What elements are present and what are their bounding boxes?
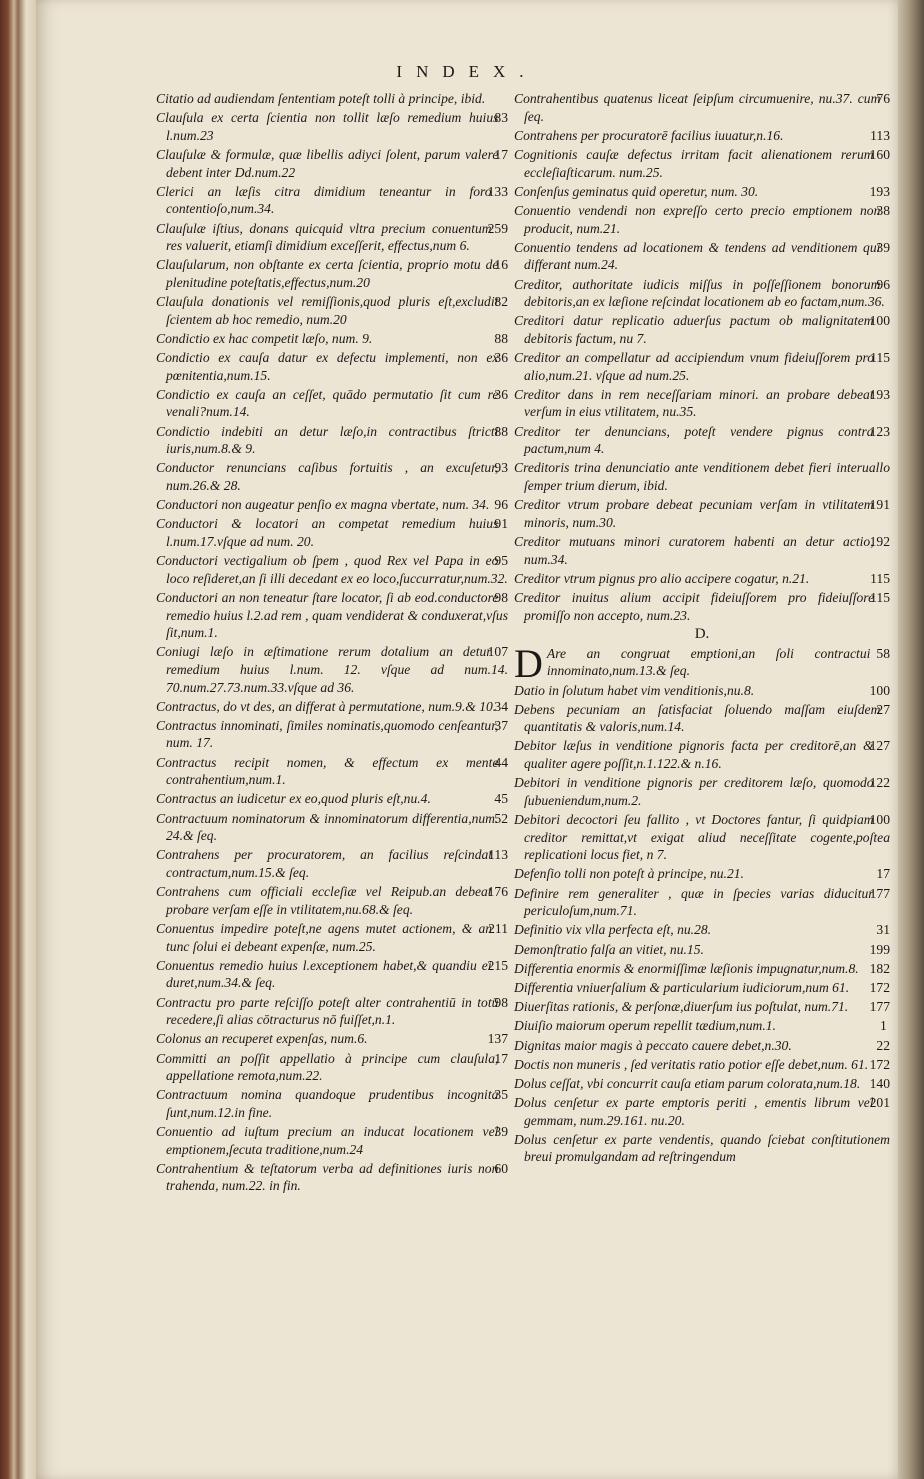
entry-page: 1	[880, 1018, 887, 1034]
index-entry	[156, 717, 508, 752]
entry-page: 115	[870, 350, 890, 366]
entry-text: Committi an poſſit appellatio à principe cum clauſula, appellatione remota,num.22.	[156, 1050, 499, 1084]
index-entry-dropcap	[514, 640, 890, 686]
entry-page: 88	[494, 330, 508, 346]
entry-text: Conuentio vendendi non expreſſo certo precio emptionem non producit, num.21.	[514, 202, 881, 236]
letter-heading-d: D.	[694, 625, 710, 642]
entry-text: Conuentio tendens ad locationem & tendens ad venditionem qui differant num.24.	[514, 239, 881, 273]
entry-text: Condictio indebiti an detur læſo,in contractibus ſtricti iuris,num.8.& 9.	[156, 423, 499, 457]
entry-text: Contractuum nominatorum & innominatorum differentia,num. 24.& ſeq.	[156, 810, 499, 844]
index-entry	[514, 202, 890, 237]
index-entry	[514, 1131, 890, 1166]
entry-text: Clauſula donationis vel remiſſionis,quod pluris eſt,excludit ſcientem ab hoc remedio, num.20	[156, 294, 499, 327]
index-entry	[156, 754, 508, 789]
entry-text: Clauſulæ & formulæ, quæ libellis adiyci ſolent, parum valere debent inter Dd.num.22	[156, 146, 499, 180]
book-binding	[0, 0, 36, 1479]
entry-page: 113	[870, 127, 890, 143]
entry-text: Conductori vectigalium ob ſpem , quod Rex vel Papa in eo loco reſideret,an ſi illi decedant ex eo loco,ſuccurratur,num.32.	[156, 553, 508, 586]
index-entry	[156, 496, 508, 514]
index-entry	[514, 423, 890, 458]
entry-page: 35	[494, 1087, 508, 1103]
entry-text: Coniugi læſo in æſtimatione rerum dotalium an detur remedium huius l.num. 12. vſque ad num.14. 70.num.27.73.num.33.vſque ad 36.	[156, 644, 508, 695]
entry-page: 36	[494, 386, 508, 402]
entry-page: 31	[876, 922, 890, 938]
entry-page: 17	[494, 1050, 508, 1066]
index-entry	[156, 256, 508, 291]
entry-page: 215	[487, 957, 508, 973]
entry-text: Condictio ex cauſa an ceſſet, quādo permutatio ſit cum re venali?num.14.	[156, 386, 499, 420]
entry-text: Creditori datur replicatio aduerſus pactum ob malignitatem debitoris factum, nu 7.	[514, 313, 874, 346]
entry-text: Creditor vtrum pignus pro alio accipere cogatur, n.21.	[514, 570, 810, 586]
index-entry	[514, 146, 890, 181]
index-entry	[514, 349, 890, 384]
entry-page: 34	[494, 698, 508, 714]
c-entries-continued	[514, 90, 890, 624]
entry-page: 39	[876, 239, 890, 255]
entry-text: Conuentus impedire poteſt,ne agens mutet actionem, & an tunc ſolui ei debeant expenſæ, num.25.	[156, 920, 493, 954]
entry-text: Clerici an læſis citra dimidium teneantur in foro contentioſo,num.34.	[156, 183, 492, 217]
index-entry	[156, 790, 508, 808]
entry-text: Datio in ſolutum habet vim venditionis,nu.8.	[514, 682, 755, 698]
index-entry	[156, 552, 508, 587]
entry-text: Creditor mutuans minori curatorem habenti an detur actio, num.34.	[514, 533, 874, 567]
entry-text: Citatio ad audiendam ſententiam poteſt tolli à principe, ibid.	[156, 91, 486, 106]
entry-text: Debitori in venditione pignoris per creditorem læſo, quomodo ſubueniendum,num.2.	[514, 775, 874, 808]
index-entry	[514, 533, 890, 568]
entry-page: 137	[487, 1031, 508, 1047]
index-entry	[514, 774, 890, 809]
entry-text: Creditor vtrum probare debeat pecuniam verſam in vtilitatem minoris, num.30.	[514, 497, 874, 530]
entry-text: Dignitas maior magis à peccato cauere debet,n.30.	[514, 1037, 792, 1053]
entry-page: 182	[869, 960, 890, 976]
entry-text: Contrahens per procuratorem, an facilius reſcindat contractum,num.15.& ſeq.	[156, 847, 493, 880]
index-entry	[156, 1123, 508, 1158]
entry-text: Debens pecuniam an ſatisfaciat ſoluendo maſſam eiuſdem quantitatis & valoris,num.14.	[514, 701, 881, 735]
index-entry	[514, 960, 890, 978]
index-entry	[156, 1050, 508, 1085]
entry-page: 191	[869, 497, 890, 513]
entry-page: 17	[494, 146, 508, 162]
entry-text: Conductori non augeatur penſio ex magna vbertate, num. 34.	[156, 497, 490, 513]
entry-text: Contrahens per procuratorē facilius iuuatur,n.16.	[514, 127, 784, 143]
entry-page: 176	[487, 884, 508, 900]
entry-text: Definire rem generaliter , quæ in ſpecies varias diducitur periculoſum,num.71.	[514, 885, 874, 919]
entry-page: 100	[869, 313, 890, 329]
index-column-right	[514, 90, 890, 1168]
entry-text: Clauſularum, non obſtante ex certa ſcientia, proprio motu de plenitudine poteſtatis,effectus,num.20	[156, 257, 499, 290]
entry-page: 22	[876, 1037, 890, 1053]
index-entry	[156, 994, 508, 1029]
index-entry	[514, 865, 890, 883]
entry-page: 100	[869, 812, 890, 828]
entry-text: Diuiſio maiorum operum repellit tædium,num.1.	[514, 1018, 776, 1034]
entry-page: 91	[494, 516, 508, 532]
entry-text: Contractu pro parte reſciſſo poteſt alter contrahentiū in totū recedere,ſi alias cōtracturus nō fuiſſet,n.1.	[156, 994, 499, 1028]
index-entry	[514, 589, 890, 624]
entry-text: Conductor renuncians caſibus fortuitis , an excuſetur, num.26.& 28.	[156, 460, 499, 493]
entry-text: Condictio ex hac competit læſo, num. 9.	[156, 330, 373, 346]
index-entry	[514, 90, 890, 125]
index-entry	[156, 589, 508, 642]
entry-text: Diuerſitas rationis, & perſonæ,diuerſum ius poſtulat, num.71.	[514, 999, 849, 1015]
entry-text: Dolus cenſetur ex parte emptoris periti , ementis librum vel gemmam, num.29.161. nu.20.	[514, 1095, 874, 1128]
index-entry	[156, 459, 508, 494]
index-entry	[156, 90, 508, 108]
index-entry	[156, 330, 508, 348]
entry-text: Contrahentium & teſtatorum verba ad definitiones iuris non trahenda, num.22. in fin.	[156, 1160, 499, 1194]
entry-page: 133	[487, 183, 508, 199]
entry-text: Contrahentibus quatenus liceat ſeipſum circumuenire, nu.37. cum ſeq.	[514, 91, 881, 124]
entry-page: 82	[494, 294, 508, 310]
entry-page: 95	[494, 553, 508, 569]
book-page	[36, 0, 898, 1479]
index-entry	[514, 276, 890, 311]
entry-text: Conductori an non teneatur ſtare locator, ſi ab eod.conductore remedio huius l.2.ad rem , quam vendiderat & conduxerat,vſus ſit,num.1.	[156, 589, 508, 641]
entry-text: Differentia enormis & enormiſſimæ læſionis impugnatur,num.8.	[514, 960, 859, 976]
entry-page: 127	[869, 738, 890, 754]
entry-page: 16	[494, 257, 508, 273]
entry-page: 193	[869, 183, 890, 199]
index-entry	[514, 127, 890, 145]
entry-page: 123	[869, 423, 890, 439]
entry-page: 27	[876, 701, 890, 717]
entry-page: 192	[869, 533, 890, 549]
entry-text: Demonſtratio falſa an vitiet, nu.15.	[514, 941, 704, 957]
entry-text: Creditoris trina denunciatio ante venditionem debet fieri interuallo ſemper trium dierum, ibid.	[514, 460, 890, 493]
entry-text: Doctis non muneris , ſed veritatis ratio potior eſſe debet,num. 61.	[514, 1056, 869, 1072]
drop-cap-letter: D	[514, 640, 543, 686]
entry-page: 98	[494, 994, 508, 1010]
entry-page: 211	[488, 920, 508, 936]
index-entry	[156, 957, 508, 992]
entry-text: Creditor dans in rem neceſſariam minori. an probare debeat verſum in eius vtilitatem, nu.35.	[514, 386, 874, 420]
entry-text: Clauſulæ iſtius, donans quicquid vltra precium conuentum res valuerit, etiamſi dimidium exceſſerit, effectus,num 6.	[156, 220, 492, 254]
entry-page: 76	[876, 91, 890, 106]
index-entry	[156, 183, 508, 218]
index-entry	[156, 293, 508, 328]
index-entry	[156, 1030, 508, 1048]
index-entry	[514, 1037, 890, 1055]
index-entry	[514, 183, 890, 201]
index-entry	[514, 737, 890, 772]
index-column-left	[156, 90, 508, 1197]
index-entry	[514, 1056, 890, 1074]
index-entry	[156, 423, 508, 458]
entry-text: Defenſio tolli non poteſt à principe, nu.21.	[514, 866, 744, 882]
entry-text: Cognitionis cauſæ defectus irritam facit alienationem rerum eccleſiaſticarum. num.25.	[514, 146, 874, 180]
entry-text: Creditor inuitus alium accipit fideiuſſorem pro fideiuſſore promiſſo non accepto, num.23.	[514, 589, 875, 623]
entry-page: 36	[494, 350, 508, 366]
entry-page: 140	[869, 1075, 890, 1091]
entry-text: Debitor læſus in venditione pignoris facta per creditorē,an & qualiter agere poſſit,n.1.122.& n.16.	[514, 738, 874, 772]
index-entry	[156, 643, 508, 696]
entry-page: 60	[494, 1160, 508, 1176]
entry-page: 100	[869, 682, 890, 698]
entry-page: 58	[876, 645, 890, 661]
entry-page: 88	[494, 423, 508, 439]
entry-page: 160	[869, 146, 890, 162]
index-entry	[156, 1086, 508, 1121]
entry-text: Conductori & locatori an competat remedium huius l.num.17.vſque ad num. 20.	[156, 516, 499, 549]
entry-text: Creditor, authoritate iudicis miſſus in poſſeſſionem bonorum debitoris,an ex læſione reſcindat locationem ab eo factam,num.36.	[514, 276, 885, 310]
index-entry	[156, 1160, 508, 1195]
index-entry	[514, 701, 890, 736]
entry-page: 37	[494, 717, 508, 733]
entry-page: 177	[869, 999, 890, 1015]
index-entry	[156, 220, 508, 255]
entry-text: Dolus ceſſat, vbi concurrit cauſa etiam parum colorata,num.18.	[514, 1075, 861, 1091]
d-entries	[514, 682, 890, 1167]
index-entry	[514, 979, 890, 997]
entry-page: 172	[869, 1056, 890, 1072]
entry-page: 201	[869, 1095, 890, 1111]
entry-text: Creditor an compellatur ad accipiendum vnum fideiuſſorem pro alio,num.21. vſque ad num.25.	[514, 350, 875, 383]
index-entry	[514, 1094, 890, 1129]
index-entry	[156, 883, 508, 918]
entry-page: 113	[488, 847, 508, 863]
entry-text: Contractus, do vt des, an differat à permutatione, num.9.& 10.	[156, 698, 497, 714]
entry-page: 96	[876, 276, 890, 292]
entry-page: 107	[487, 644, 508, 660]
entry-text: Contractus recipit nomen, & effectum ex mente contrahentium,num.1.	[156, 754, 499, 788]
entry-page: 45	[494, 791, 508, 807]
entry-page: 44	[494, 754, 508, 770]
entry-text: Conuentio ad iuſtum precium an inducat locationem vel emptionem,ſecuta traditione,num.24	[156, 1124, 499, 1157]
entry-text: Conuentus remedio huius l.exceptionem habet,& quandiu ei duret,num.34.& ſeq.	[156, 957, 492, 991]
index-entry	[514, 386, 890, 421]
index-entry	[514, 885, 890, 920]
entry-text: Differentia vniuerſalium & particularium iudiciorum,num 61.	[514, 979, 850, 995]
entry-page: 39	[494, 1124, 508, 1140]
index-entry	[514, 1075, 890, 1093]
index-entry	[514, 998, 890, 1016]
index-entry	[514, 312, 890, 347]
entry-text: Contrahens cum officiali eccleſiæ vel Reipub.an debeat probare verſam eſſe in vtilitatem,nu.68.& ſeq.	[156, 884, 492, 917]
entry-page: 17	[876, 866, 890, 882]
index-entry	[514, 239, 890, 274]
entry-page: 172	[869, 979, 890, 995]
index-entry	[514, 570, 890, 588]
index-entry	[514, 1017, 890, 1035]
entry-page: 177	[869, 885, 890, 901]
index-entry	[156, 109, 508, 144]
entry-text: Contractuum nomina quandoque prudentibus incognita ſunt,num.12.in fine.	[156, 1087, 499, 1120]
entry-page: 96	[494, 497, 508, 513]
entry-text: Condictio ex cauſa datur ex defectu implementi, non ex pœnitentia,num.15.	[156, 350, 499, 383]
entry-text: Debitori decoctori ſeu fallito , vt Doctores fantur, ſi quidpiam creditor remittat,vt exigat aliud neceſſitate cogente,poſtea replicationi locus fiet, n 7.	[514, 812, 890, 863]
index-entry	[514, 941, 890, 959]
index-entry	[514, 682, 890, 700]
entry-page: 115	[870, 570, 890, 586]
entry-page: 98	[494, 589, 508, 605]
entry-text: Conſenſus geminatus quid operetur, num. 30.	[514, 183, 759, 199]
index-entry	[156, 386, 508, 421]
page-header: INDEX.	[396, 62, 538, 81]
entry-text: Definitio vix vlla perfecta eſt, nu.28.	[514, 922, 712, 938]
entry-page: 193	[869, 386, 890, 402]
index-entry	[514, 811, 890, 864]
index-entry	[156, 146, 508, 181]
entry-page: 93	[494, 460, 508, 476]
entry-text: Contractus an iudicetur ex eo,quod pluris eſt,nu.4.	[156, 791, 431, 807]
index-entry	[156, 698, 508, 716]
index-entry	[514, 921, 890, 939]
entry-text: Creditor ter denuncians, poteſt vendere pignus contra pactum,num 4.	[514, 423, 874, 457]
entry-page: 38	[876, 202, 890, 218]
entry-text: Clauſula ex certa ſcientia non tollit læſo remedium huius l.num.23	[156, 110, 499, 143]
index-entry	[156, 515, 508, 550]
index-entry	[514, 496, 890, 531]
entry-page: 83	[494, 110, 508, 126]
index-entry	[156, 920, 508, 955]
next-page-edge	[898, 0, 924, 1479]
index-entry	[156, 810, 508, 845]
entry-text: Are an congruat emptioni,an ſoli contractui innominato,num.13.& ſeq.	[546, 645, 871, 679]
entry-page: 122	[869, 775, 890, 791]
index-entry	[514, 459, 890, 494]
entry-text: Colonus an recuperet expenſas, num.6.	[156, 1031, 368, 1047]
entry-page: 115	[870, 589, 890, 605]
index-entry	[156, 846, 508, 881]
entry-text: Dolus cenſetur ex parte vendentis, quando ſciebat conſtitutionem breui promulgandam ad reſtringendum	[514, 1131, 890, 1165]
entry-text: Contractus innominati, ſimiles nominatis,quomodo cenſeantur, num. 17.	[156, 717, 499, 751]
entry-page: 199	[869, 941, 890, 957]
index-entry	[156, 349, 508, 384]
entry-page: 259	[487, 220, 508, 236]
entry-page: 52	[494, 810, 508, 826]
